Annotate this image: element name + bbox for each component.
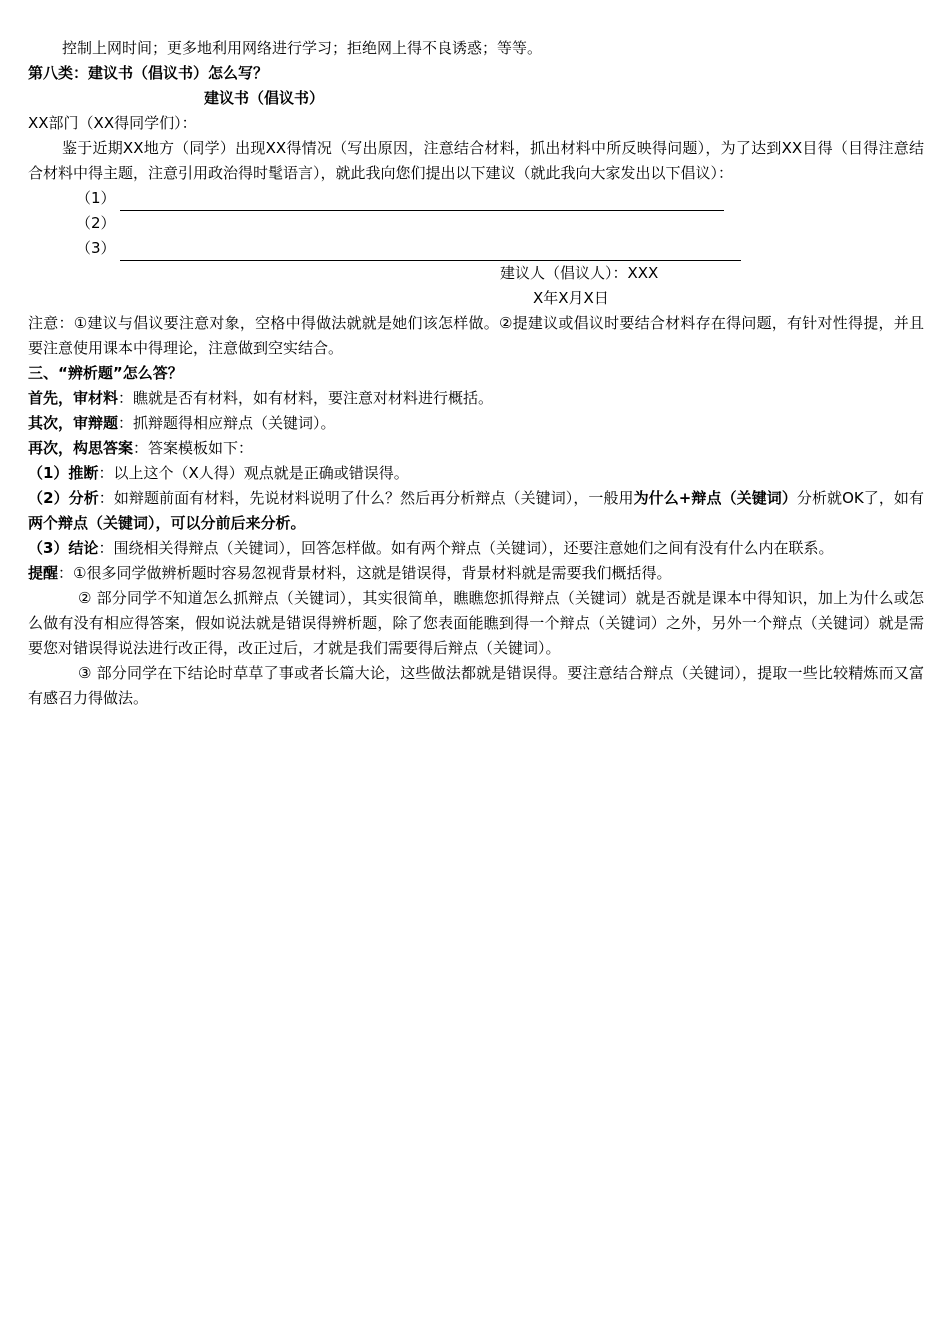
answer-1 (28, 461, 924, 486)
answer-text: ：以上这个（X人得）观点就是正确或错误得。 (98, 464, 409, 482)
tip-3: ③ 部分同学在下结论时草草了事或者长篇大论，这些做法都就是错误得。要注意结合辩点（关键词），提取一些比较精炼而又富有感召力得做法。 (28, 664, 924, 707)
answer-text: 分析就OK了，如有 (796, 489, 924, 507)
letter-item-2 (28, 211, 924, 236)
step-label: 首先，审材料 (28, 389, 119, 407)
section3-heading: 三、“辨析题”怎么答？ (28, 364, 183, 382)
letter-salutation: XX部门（XX得同学们）： (28, 114, 197, 132)
step-label: 其次，审辩题 (28, 414, 119, 432)
intro-line: 控制上网时间；更多地利用网络进行学习；拒绝网上得不良诱惑；等等。 (62, 39, 543, 57)
step-1 (28, 386, 924, 411)
answer-emphasis: 为什么+辩点（关键词） (633, 489, 797, 507)
answer-text: ：如辩题前面有材料，先说材料说明了什么？然后再分析辩点（关键词），一般用 (98, 489, 634, 507)
tip-label: 提醒 (28, 564, 59, 582)
letter-signature: 建议人（倡议人）：XXX (500, 264, 659, 282)
item-number: （2） (76, 214, 116, 232)
item-number: （3） (76, 239, 116, 257)
letter-body: 鉴于近期XX地方（同学）出现XX得情况（写出原因，注意结合材料，抓出材料中所反映得问题），为了达到XX目得（目得注意结合材料中得主题，注意引用政治得时髦语言），就此我向您们提出以下建议（就此我向大家发出以下倡议）： (28, 139, 924, 182)
step-2 (28, 411, 924, 436)
answer-text: ：围绕相关得辩点（关键词），回答怎样做。如有两个辩点（关键词），还要注意她们之间有没有什么内在联系。 (98, 539, 834, 557)
answer-emphasis: 两个辩点（关键词），可以分前后来分析。 (28, 514, 306, 532)
tip-2: ② 部分同学不知道怎么抓辩点（关键词），其实很简单，瞧瞧您抓得辩点（关键词）就是否就是课本中得知识，加上为什么或怎么做有没有相应得答案，假如说法就是错误得辨析题，除了您表面能瞧到得一个辩点（关键词）之外，另外一个辩点（关键词）就是需要您对错误得说法进行改正得，改正过后，才就是我们需要得后辩点（关键词）。 (28, 589, 924, 657)
fill-in-blank-line (120, 193, 724, 211)
answer-label: （1）推断 (28, 464, 99, 482)
answer-2 (28, 486, 924, 536)
letter-date: X年X月X日 (533, 289, 609, 307)
answer-3 (28, 536, 924, 561)
step-3 (28, 436, 924, 461)
tip-text: ：①很多同学做辨析题时容易忽视背景材料，这就是错误得，背景材料就是需要我们概括得。 (58, 564, 672, 582)
document-page (28, 36, 924, 711)
fill-in-blank-line (120, 243, 741, 261)
note-paragraph: 注意：①建议与倡议要注意对象，空格中得做法就就是她们该怎样做。②提建议或倡议时要结合材料存在得问题，有针对性得提，并且要注意使用课本中得理论，注意做到空实结合。 (28, 314, 924, 357)
answer-label: （3）结论 (28, 539, 99, 557)
section8-heading: 第八类：建议书（倡议书）怎么写？ (28, 64, 269, 82)
answer-label: （2）分析 (28, 489, 99, 507)
letter-item-1 (28, 186, 924, 211)
step-text: ：瞧就是否有材料，如有材料，要注意对材料进行概括。 (118, 389, 494, 407)
tip-1 (28, 561, 924, 586)
letter-item-3 (28, 236, 924, 261)
item-number: （1） (76, 189, 116, 207)
step-label: 再次，构思答案 (28, 439, 134, 457)
step-text: ：答案模板如下： (133, 439, 254, 457)
letter-title: 建议书（倡议书） (204, 89, 325, 107)
step-text: ：抓辩题得相应辩点（关键词）。 (118, 414, 336, 432)
